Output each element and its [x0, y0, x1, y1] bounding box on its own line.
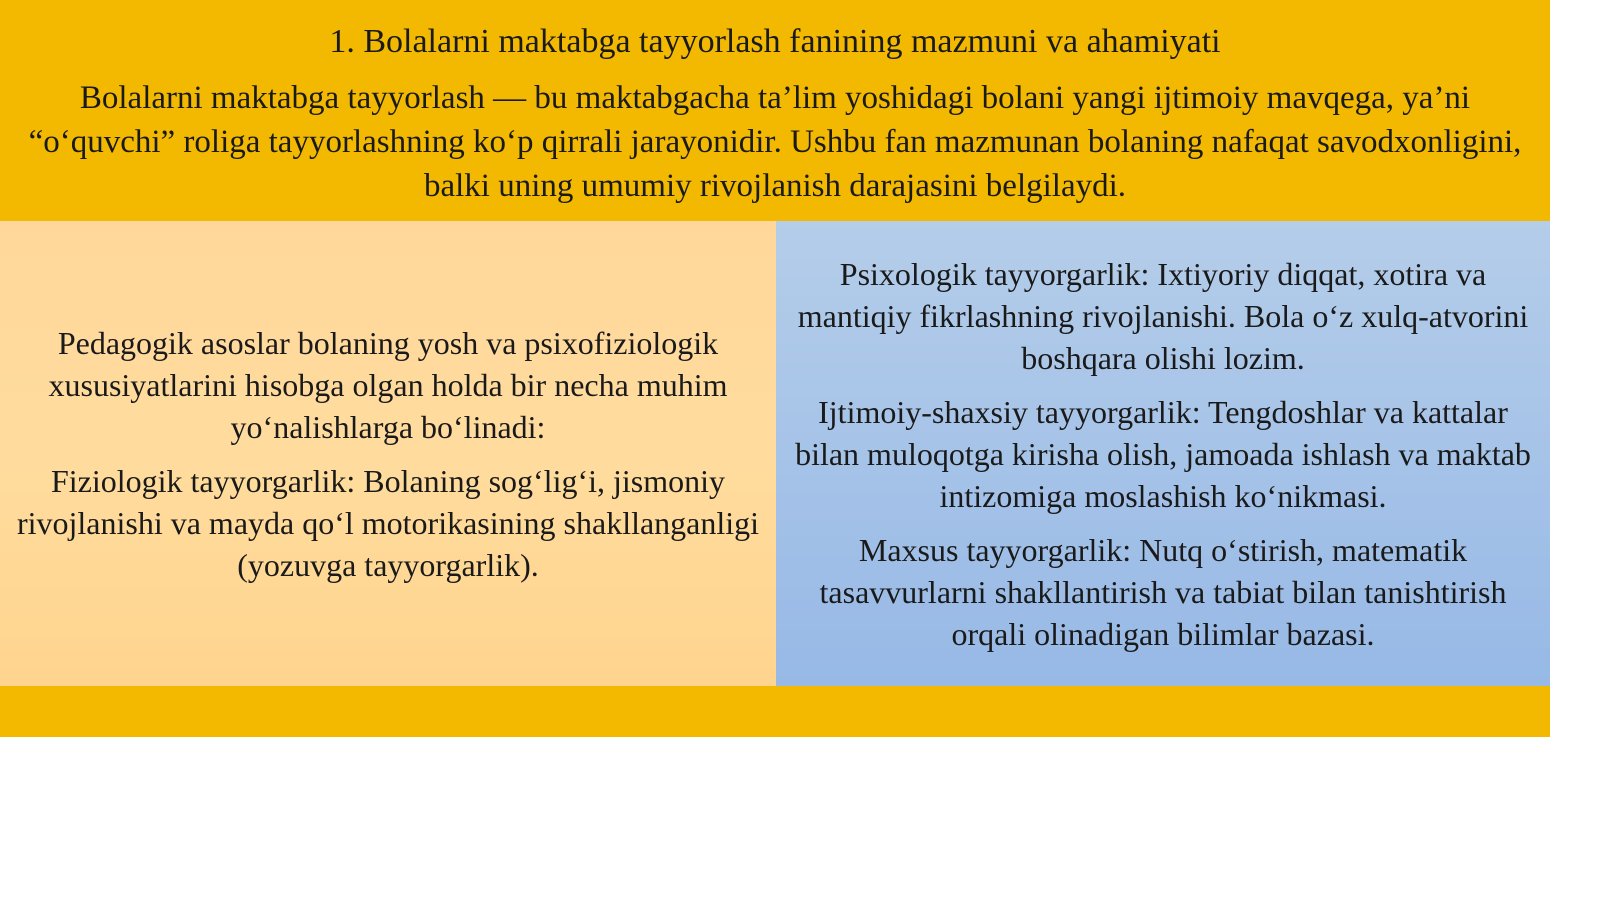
special-readiness-text: Maxsus tayyorgarlik: Nutq o‘stirish, matematik tasavvurlarni shakllantirish va tabiat bilan tanishtirish orqali olinadigan bilimlar bazasi.: [819, 531, 1507, 652]
intro-paragraph: Bolalarni maktabga tayyorlash — bu maktabgacha ta’lim yoshidagi bolani yangi ijtimoiy mavqega, ya’ni “o‘quvchi” roliga tayyorlashning ko‘p qirrali jarayonidir. Ushbu fan mazmunan bolaning nafaqat savodxonligini, balki uning umumiy rivojlanish darajasini belgilaydi.: [28, 80, 1522, 204]
psychological-readiness-text: Psixologik tayyorgarlik: Ixtiyoriy diqqat, xotira va mantiqiy fikrlashning rivojlanishi. Bola o‘z xulq-atvorini boshqara olishi lozim.: [797, 255, 1529, 376]
pedagogical-basics-text: Pedagogik asoslar bolaning yosh va psixofiziologik xususiyatlarini hisobga olgan holda bir necha muhim yo‘nalishlarga bo‘linadi:: [48, 324, 728, 445]
slide-title: 1. Bolalarni maktabga tayyorlash fanining mazmuni va ahamiyati: [329, 23, 1221, 60]
slide-header: [0, 0, 1550, 221]
social-personal-readiness-text: Ijtimoiy-shaxsiy tayyorgarlik: Tengdoshlar va kattalar bilan muloqotga kirisha olish, jamoada ishlash va maktab intizomiga moslashish ko‘nikmasi.: [795, 393, 1531, 514]
physiological-readiness-text: Fiziologik tayyorgarlik: Bolaning sog‘lig‘i, jismoniy rivojlanishi va mayda qo‘l motorikasining shakllanganligi (yozuvga tayyorgarlik).: [16, 462, 760, 583]
left-content-panel: [0, 221, 776, 686]
right-content-panel: [776, 221, 1550, 686]
